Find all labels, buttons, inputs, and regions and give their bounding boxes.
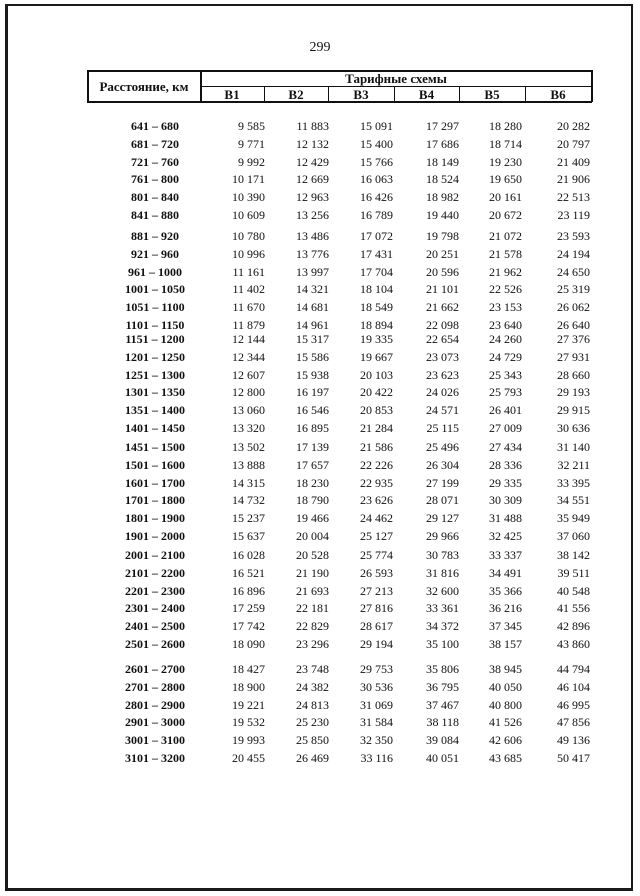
tariff-cell: 37 467 <box>426 697 459 712</box>
tariff-cell: 38 945 <box>489 662 522 676</box>
table-row <box>0 601 640 617</box>
distance-cell: 2801 – 2900 <box>125 697 185 712</box>
tariff-cell: 13 256 <box>296 208 329 222</box>
tariff-cell: 29 194 <box>360 637 393 651</box>
tariff-cell: 11 883 <box>296 119 329 133</box>
tariff-cell: 31 069 <box>360 697 393 712</box>
table-row <box>0 751 640 767</box>
tariff-cell: 22 526 <box>489 282 522 297</box>
table-row <box>0 332 640 348</box>
tariff-cell: 26 062 <box>557 300 590 315</box>
tariff-cell: 17 259 <box>232 601 265 616</box>
distance-cell: 1001 – 1050 <box>125 282 185 297</box>
tariff-cell: 40 548 <box>557 583 590 598</box>
table-row <box>0 511 640 527</box>
table-row <box>0 137 640 153</box>
distance-cell: 1201 – 1250 <box>125 349 185 364</box>
distance-cell: 1901 – 2000 <box>125 529 185 543</box>
distance-cell: 2601 – 2700 <box>125 662 185 676</box>
table-row <box>0 368 640 384</box>
tariff-cell: 36 216 <box>489 601 522 616</box>
tariff-cell: 28 617 <box>360 619 393 634</box>
tariff-cell: 18 900 <box>232 679 265 694</box>
tariff-cell: 15 317 <box>296 332 329 346</box>
tariff-cell: 17 072 <box>360 229 393 243</box>
page-number: 299 <box>309 40 331 55</box>
tariff-cell: 14 315 <box>232 475 265 490</box>
tariff-cell: 23 153 <box>489 300 522 315</box>
tariff-cell: 35 949 <box>557 511 590 526</box>
table-row <box>0 493 640 509</box>
tariff-cell: 28 336 <box>489 457 522 472</box>
tariff-cell: 37 345 <box>489 619 522 634</box>
tariff-cell: 29 127 <box>426 511 459 526</box>
tariff-cell: 42 606 <box>489 733 522 748</box>
distance-cell: 2901 – 3000 <box>125 715 185 730</box>
tariff-cell: 9 585 <box>238 119 265 133</box>
tariff-cell: 20 455 <box>232 751 265 765</box>
tariff-cell: 23 748 <box>296 662 329 676</box>
tariff-cell: 37 060 <box>557 529 590 543</box>
tariff-cell: 13 320 <box>232 421 265 435</box>
distance-cell: 761 – 800 <box>131 172 179 187</box>
table-row <box>0 300 640 316</box>
tariff-cell: 16 028 <box>232 548 265 562</box>
tariff-cell: 26 401 <box>489 403 522 418</box>
tariff-cell: 32 425 <box>489 529 522 543</box>
tariff-cell: 27 213 <box>360 583 393 598</box>
tariff-cell: 25 127 <box>360 529 393 543</box>
tariff-cell: 18 104 <box>360 282 393 297</box>
distance-cell: 1401 – 1450 <box>125 421 185 435</box>
tariff-cell: 20 251 <box>426 246 459 261</box>
table-row <box>0 619 640 635</box>
tariff-cell: 20 422 <box>360 385 393 400</box>
distance-cell: 961 – 1000 <box>128 264 182 279</box>
tariff-cell: 39 084 <box>426 733 459 748</box>
distance-cell: 801 – 840 <box>131 190 179 205</box>
tariff-cell: 19 667 <box>360 349 393 364</box>
table-row <box>0 440 640 456</box>
tariff-cell: 22 098 <box>426 318 459 332</box>
tariff-cell: 22 829 <box>296 619 329 634</box>
tariff-cell: 50 417 <box>557 751 590 765</box>
tariff-cell: 28 071 <box>426 493 459 508</box>
table-row <box>0 229 640 245</box>
distance-cell: 881 – 920 <box>131 229 179 243</box>
tariff-cell: 16 426 <box>360 190 393 205</box>
tariff-cell: 11 670 <box>232 300 265 315</box>
tariff-cell: 19 650 <box>489 172 522 187</box>
tariff-cell: 32 350 <box>360 733 393 748</box>
distance-cell: 1251 – 1300 <box>125 367 185 382</box>
tariff-cell: 21 409 <box>557 154 590 169</box>
tariff-cell: 21 101 <box>426 282 459 297</box>
tariff-cell: 13 888 <box>232 457 265 472</box>
tariff-cell: 13 486 <box>296 229 329 243</box>
tariff-cell: 40 051 <box>426 751 459 765</box>
distance-cell: 2301 – 2400 <box>125 601 185 616</box>
tariff-cell: 18 427 <box>232 662 265 676</box>
distance-cell: 681 – 720 <box>131 136 179 151</box>
distance-cell: 1601 – 1700 <box>125 475 185 490</box>
tariff-cell: 9 771 <box>238 136 265 151</box>
table-row <box>0 172 640 188</box>
tariff-cell: 18 090 <box>232 637 265 651</box>
tariff-cell: 18 149 <box>426 154 459 169</box>
tariff-cell: 17 742 <box>232 619 265 634</box>
tariff-cell: 26 640 <box>557 318 590 332</box>
table-row <box>0 548 640 564</box>
tariff-cell: 24 650 <box>557 264 590 279</box>
tariff-cell: 21 190 <box>296 565 329 580</box>
tariff-cell: 35 806 <box>426 662 459 676</box>
table-row <box>0 385 640 401</box>
distance-cell: 1701 – 1800 <box>125 493 185 508</box>
tariff-cell: 31 488 <box>489 511 522 526</box>
tariff-cell: 18 982 <box>426 190 459 205</box>
tariff-cell: 23 623 <box>426 367 459 382</box>
tariff-cell: 30 636 <box>557 421 590 435</box>
tariff-cell: 34 372 <box>426 619 459 634</box>
table-row <box>0 247 640 263</box>
tariff-cell: 31 584 <box>360 715 393 730</box>
tariff-cell: 14 732 <box>232 493 265 508</box>
table-row <box>0 119 640 135</box>
tariff-cell: 33 116 <box>360 751 393 765</box>
tariff-cell: 17 139 <box>296 440 329 454</box>
tariff-cell: 12 800 <box>232 385 265 400</box>
tariff-cell: 31 816 <box>426 565 459 580</box>
tariff-cell: 11 879 <box>232 318 265 332</box>
tariff-cell: 23 296 <box>296 637 329 651</box>
tariff-cell: 22 513 <box>557 190 590 205</box>
tariff-cell: 22 181 <box>296 601 329 616</box>
tariff-cell: 24 729 <box>489 349 522 364</box>
tariff-cell: 21 284 <box>360 421 393 435</box>
table-row <box>0 680 640 696</box>
table-row <box>0 637 640 653</box>
tariff-cell: 35 366 <box>489 583 522 598</box>
table-row <box>0 476 640 492</box>
tariff-cell: 39 511 <box>557 565 590 580</box>
tariff-cell: 23 119 <box>557 208 590 222</box>
header-col-b6: В6 <box>550 87 566 102</box>
header-col-b5: В5 <box>484 87 500 102</box>
tariff-cell: 20 528 <box>296 548 329 562</box>
tariff-cell: 12 132 <box>296 136 329 151</box>
tariff-cell: 16 197 <box>296 385 329 400</box>
tariff-cell: 20 797 <box>557 136 590 151</box>
table-row <box>0 662 640 678</box>
tariff-cell: 13 776 <box>296 246 329 261</box>
table-row <box>0 208 640 224</box>
tariff-cell: 14 961 <box>296 318 329 332</box>
tariff-cell: 15 766 <box>360 154 393 169</box>
tariff-cell: 27 376 <box>557 332 590 346</box>
distance-cell: 1151 – 1200 <box>125 332 185 346</box>
tariff-cell: 20 161 <box>489 190 522 205</box>
tariff-cell: 30 309 <box>489 493 522 508</box>
tariff-cell: 12 669 <box>296 172 329 187</box>
table-row <box>0 265 640 281</box>
tariff-cell: 28 660 <box>557 367 590 382</box>
table-row <box>0 282 640 298</box>
tariff-cell: 32 600 <box>426 583 459 598</box>
tariff-cell: 24 194 <box>557 246 590 261</box>
tariff-cell: 23 073 <box>426 349 459 364</box>
tariff-cell: 21 662 <box>426 300 459 315</box>
tariff-cell: 19 993 <box>232 733 265 748</box>
tariff-cell: 11 161 <box>232 264 265 279</box>
tariff-cell: 17 431 <box>360 246 393 261</box>
tariff-cell: 10 171 <box>232 172 265 187</box>
tariff-cell: 27 434 <box>489 440 522 454</box>
distance-cell: 2201 – 2300 <box>125 583 185 598</box>
tariff-cell: 23 626 <box>360 493 393 508</box>
tariff-cell: 15 237 <box>232 511 265 526</box>
tariff-cell: 18 714 <box>489 136 522 151</box>
tariff-cell: 24 260 <box>489 332 522 346</box>
tariff-cell: 17 297 <box>426 119 459 133</box>
tariff-cell: 34 551 <box>557 493 590 508</box>
tariff-cell: 21 586 <box>360 440 393 454</box>
table-row <box>0 733 640 749</box>
tariff-cell: 20 853 <box>360 403 393 418</box>
tariff-cell: 38 157 <box>489 637 522 651</box>
tariff-cell: 18 790 <box>296 493 329 508</box>
tariff-cell: 30 783 <box>426 548 459 562</box>
tariff-cell: 47 856 <box>557 715 590 730</box>
tariff-cell: 20 596 <box>426 264 459 279</box>
tariff-cell: 25 793 <box>489 385 522 400</box>
tariff-cell: 32 211 <box>557 457 590 472</box>
table-row <box>0 421 640 437</box>
tariff-cell: 22 935 <box>360 475 393 490</box>
tariff-cell: 24 813 <box>296 697 329 712</box>
tariff-cell: 12 963 <box>296 190 329 205</box>
tariff-cell: 22 226 <box>360 457 393 472</box>
tariff-cell: 36 795 <box>426 679 459 694</box>
tariff-cell: 27 199 <box>426 475 459 490</box>
distance-cell: 3001 – 3100 <box>125 733 185 748</box>
tariff-cell: 21 906 <box>557 172 590 187</box>
tariff-cell: 19 532 <box>232 715 265 730</box>
tariff-cell: 34 491 <box>489 565 522 580</box>
tariff-cell: 11 402 <box>232 282 265 297</box>
tariff-cell: 16 896 <box>232 583 265 598</box>
tariff-cell: 18 230 <box>296 475 329 490</box>
table-row <box>0 350 640 366</box>
tariff-cell: 12 344 <box>232 349 265 364</box>
tariff-cell: 43 685 <box>489 751 522 765</box>
tariff-cell: 19 221 <box>232 697 265 712</box>
tariff-cell: 16 521 <box>232 565 265 580</box>
header-col-b3: В3 <box>353 87 369 102</box>
tariff-cell: 21 962 <box>489 264 522 279</box>
tariff-cell: 46 995 <box>557 697 590 712</box>
tariff-cell: 41 556 <box>557 601 590 616</box>
tariff-cell: 46 104 <box>557 679 590 694</box>
tariff-cell: 21 693 <box>296 583 329 598</box>
distance-cell: 2501 – 2600 <box>125 637 185 651</box>
header-distance: Расстояние, км <box>99 79 189 94</box>
tariff-cell: 29 915 <box>557 403 590 418</box>
distance-cell: 2401 – 2500 <box>125 619 185 634</box>
header-col-b2: В2 <box>288 87 304 102</box>
tariff-cell: 38 118 <box>426 715 459 730</box>
tariff-cell: 20 103 <box>360 367 393 382</box>
tariff-cell: 42 896 <box>557 619 590 634</box>
tariff-cell: 40 050 <box>489 679 522 694</box>
tariff-cell: 29 966 <box>426 529 459 543</box>
tariff-cell: 12 607 <box>232 367 265 382</box>
distance-cell: 3101 – 3200 <box>125 751 185 765</box>
tariff-cell: 20 282 <box>557 119 590 133</box>
header-col-b4: В4 <box>418 87 435 102</box>
table-row <box>0 529 640 545</box>
tariff-cell: 30 536 <box>360 679 393 694</box>
tariff-cell: 22 654 <box>426 332 459 346</box>
tariff-cell: 18 894 <box>360 318 393 332</box>
tariff-cell: 15 400 <box>360 136 393 151</box>
tariff-cell: 26 593 <box>360 565 393 580</box>
tariff-cell: 24 462 <box>360 511 393 526</box>
tariff-cell: 12 144 <box>232 332 265 346</box>
tariff-cell: 14 321 <box>296 282 329 297</box>
tariff-cell: 16 789 <box>360 208 393 222</box>
distance-cell: 1301 – 1350 <box>125 385 185 400</box>
tariff-cell: 38 142 <box>557 548 590 562</box>
tariff-cell: 41 526 <box>489 715 522 730</box>
tariff-cell: 25 496 <box>426 440 459 454</box>
tariff-cell: 13 060 <box>232 403 265 418</box>
tariff-cell: 19 335 <box>360 332 393 346</box>
tariff-cell: 27 009 <box>489 421 522 435</box>
header-group-title: Тарифные схемы <box>345 71 447 86</box>
tariff-cell: 16 546 <box>296 403 329 418</box>
tariff-cell: 18 524 <box>426 172 459 187</box>
distance-cell: 1801 – 1900 <box>125 511 185 526</box>
tariff-cell: 19 466 <box>296 511 329 526</box>
tariff-cell: 17 686 <box>426 136 459 151</box>
distance-cell: 1101 – 1150 <box>125 318 185 332</box>
tariff-cell: 24 571 <box>426 403 459 418</box>
tariff-cell: 25 850 <box>296 733 329 748</box>
tariff-cell: 24 026 <box>426 385 459 400</box>
distance-cell: 641 – 680 <box>131 119 179 133</box>
tariff-cell: 13 502 <box>232 440 265 454</box>
header-col-b1: В1 <box>224 87 240 102</box>
tariff-cell: 15 938 <box>296 367 329 382</box>
tariff-cell: 25 774 <box>360 548 393 562</box>
tariff-cell: 27 931 <box>557 349 590 364</box>
tariff-cell: 18 549 <box>360 300 393 315</box>
tariff-cell: 40 800 <box>489 697 522 712</box>
tariff-cell: 17 657 <box>296 457 329 472</box>
tariff-cell: 13 997 <box>296 264 329 279</box>
tariff-cell: 15 637 <box>232 529 265 543</box>
tariff-cell: 20 004 <box>296 529 329 543</box>
tariff-cell: 29 335 <box>489 475 522 490</box>
tariff-cell: 49 136 <box>557 733 590 748</box>
distance-cell: 1051 – 1100 <box>125 300 185 315</box>
tariff-cell: 31 140 <box>557 440 590 454</box>
distance-cell: 2001 – 2100 <box>125 548 185 562</box>
distance-cell: 921 – 960 <box>131 246 179 261</box>
table-row <box>0 458 640 474</box>
tariff-cell: 15 586 <box>296 349 329 364</box>
tariff-cell: 16 063 <box>360 172 393 187</box>
tariff-cell: 14 681 <box>296 300 329 315</box>
tariff-cell: 25 230 <box>296 715 329 730</box>
table-row <box>0 403 640 419</box>
tariff-cell: 21 072 <box>489 229 522 243</box>
tariff-cell: 16 895 <box>296 421 329 435</box>
distance-cell: 1451 – 1500 <box>125 440 185 454</box>
distance-cell: 2701 – 2800 <box>125 679 185 694</box>
tariff-cell: 44 794 <box>557 662 590 676</box>
tariff-cell: 10 996 <box>232 246 265 261</box>
tariff-cell: 19 798 <box>426 229 459 243</box>
tariff-cell: 35 100 <box>426 637 459 651</box>
table-row <box>0 190 640 206</box>
tariff-cell: 10 780 <box>232 229 265 243</box>
tariff-cell: 29 753 <box>360 662 393 676</box>
tariff-cell: 25 319 <box>557 282 590 297</box>
table-row <box>0 566 640 582</box>
tariff-cell: 17 704 <box>360 264 393 279</box>
tariff-cell: 18 280 <box>489 119 522 133</box>
tariff-cell: 21 578 <box>489 246 522 261</box>
tariff-cell: 33 395 <box>557 475 590 490</box>
tariff-cell: 25 343 <box>489 367 522 382</box>
table-row <box>0 155 640 171</box>
tariff-cell: 25 115 <box>426 421 459 435</box>
table-row <box>0 715 640 731</box>
distance-cell: 1501 – 1600 <box>125 457 185 472</box>
tariff-cell: 9 992 <box>238 154 265 169</box>
tariff-cell: 10 390 <box>232 190 265 205</box>
tariff-cell: 24 382 <box>296 679 329 694</box>
distance-cell: 721 – 760 <box>131 154 179 169</box>
tariff-cell: 33 361 <box>426 601 459 616</box>
tariff-cell: 26 469 <box>296 751 329 765</box>
distance-cell: 841 – 880 <box>131 208 179 222</box>
distance-cell: 2101 – 2200 <box>125 565 185 580</box>
tariff-cell: 27 816 <box>360 601 393 616</box>
tariff-cell: 23 593 <box>557 229 590 243</box>
tariff-cell: 12 429 <box>296 154 329 169</box>
tariff-cell: 19 440 <box>426 208 459 222</box>
tariff-cell: 29 193 <box>557 385 590 400</box>
table-row <box>0 698 640 714</box>
tariff-cell: 15 091 <box>360 119 393 133</box>
distance-cell: 1351 – 1400 <box>125 403 185 418</box>
tariff-cell: 33 337 <box>489 548 522 562</box>
tariff-cell: 26 304 <box>426 457 459 472</box>
table-row <box>0 584 640 600</box>
tariff-cell: 20 672 <box>489 208 522 222</box>
tariff-cell: 10 609 <box>232 208 265 222</box>
tariff-cell: 43 860 <box>557 637 590 651</box>
tariff-cell: 19 230 <box>489 154 522 169</box>
tariff-cell: 23 640 <box>489 318 522 332</box>
